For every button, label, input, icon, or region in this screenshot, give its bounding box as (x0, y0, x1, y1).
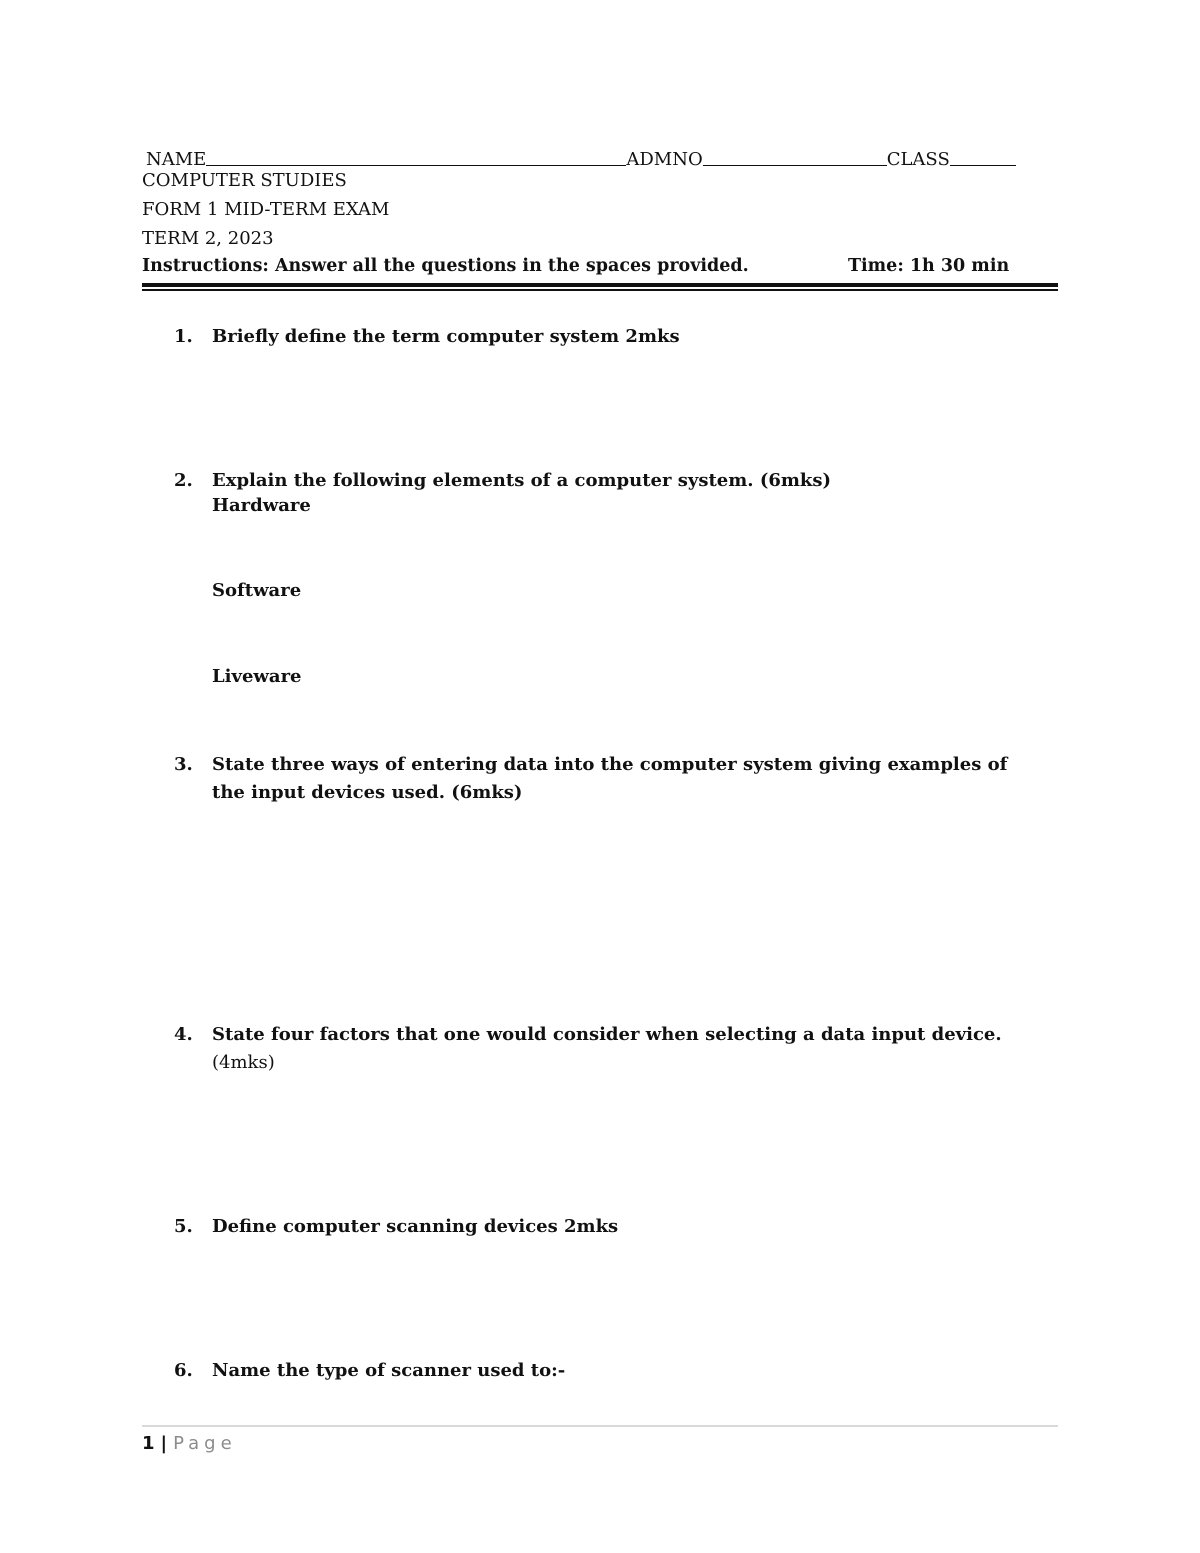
instructions-text: Instructions: Answer all the questions in the spaces provided. (142, 256, 749, 276)
question-text: Explain the following elements of a computer system. (6mks) (212, 470, 832, 491)
subject-title: COMPUTER STUDIES (142, 170, 347, 191)
name-label: NAME (146, 149, 207, 170)
question-number: 5. (174, 1216, 193, 1237)
header-rule-thin (142, 289, 1058, 291)
term-title: TERM 2, 2023 (142, 228, 274, 249)
class-label: CLASS (886, 149, 950, 170)
sub-item-software: Software (212, 580, 302, 601)
question-marks: (4mks) (212, 1052, 275, 1073)
question-text: Define computer scanning devices 2mks (212, 1216, 619, 1237)
name-blank (206, 147, 626, 166)
question-text-wrap (212, 1021, 1032, 1077)
question-text: Briefly define the term computer system 2mks (212, 326, 680, 347)
class-blank (950, 147, 1016, 166)
question-number: 6. (174, 1360, 193, 1381)
question-number: 3. (174, 754, 193, 775)
footer-rule (142, 1425, 1058, 1427)
exam-title: FORM 1 MID-TERM EXAM (142, 199, 390, 220)
question-number: 2. (174, 470, 193, 491)
instructions-line (142, 256, 1010, 276)
time-allowed: Time: 1h 30 min (848, 256, 1010, 276)
question-text: Name the type of scanner used to:- (212, 1360, 566, 1381)
question-number: 4. (174, 1024, 193, 1045)
sub-item-hardware: Hardware (212, 495, 311, 516)
header-rule-thick (142, 283, 1058, 287)
sub-item-liveware: Liveware (212, 666, 302, 687)
page-number: 1 (142, 1433, 155, 1454)
footer-separator: | (160, 1433, 168, 1454)
admno-blank (703, 147, 887, 166)
page-label: Page (173, 1433, 237, 1454)
student-details-row (146, 142, 1046, 170)
question-text: State three ways of entering data into the computer system giving examples of the input devices used. (6mks) (212, 754, 1008, 803)
admno-label: ADMNO (626, 149, 703, 170)
page-footer (142, 1433, 237, 1454)
question-text: State four factors that one would consider when selecting a data input device. (212, 1024, 1002, 1045)
question-number: 1. (174, 326, 193, 347)
